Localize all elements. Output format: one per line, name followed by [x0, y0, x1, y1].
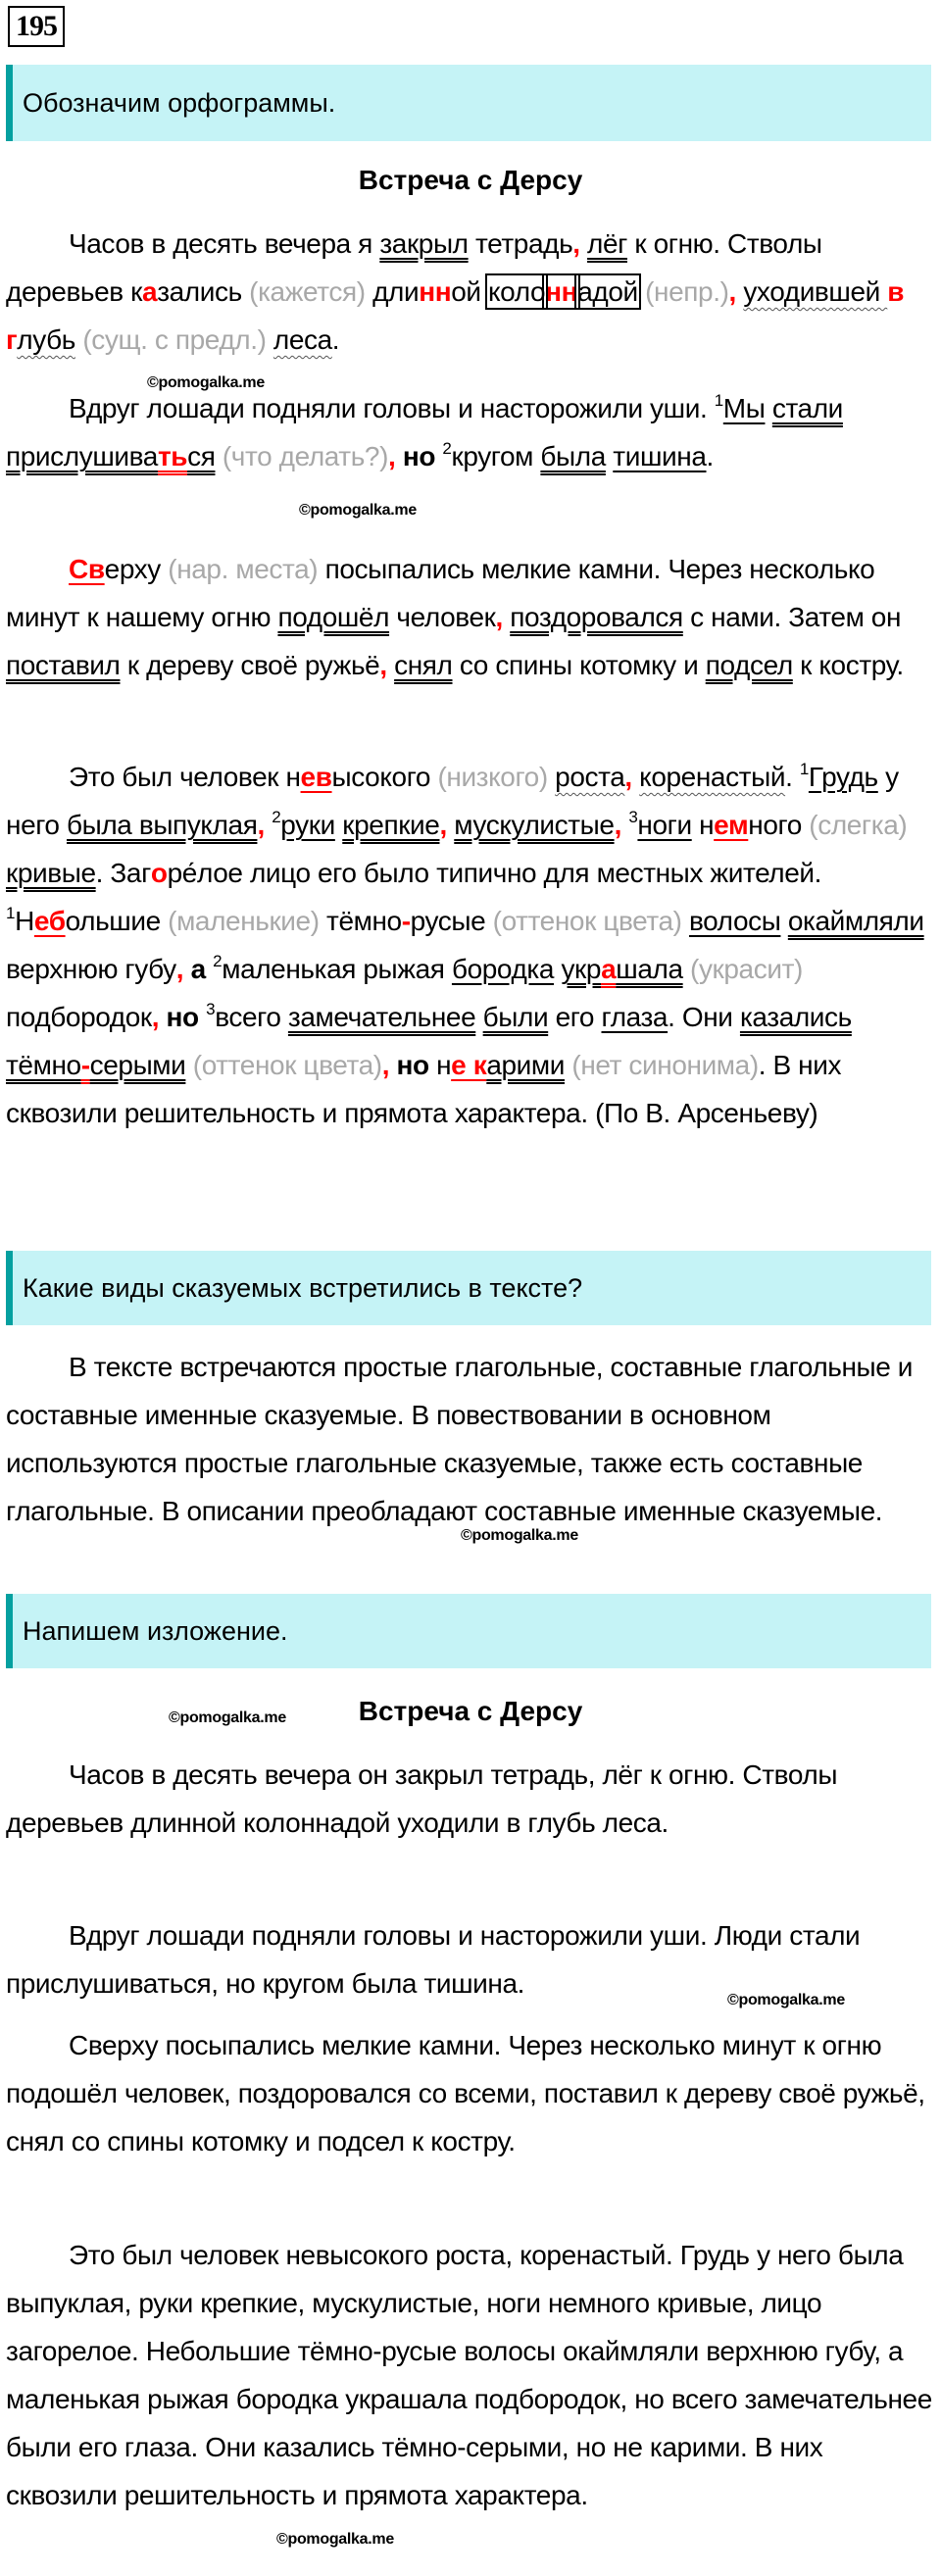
clause-number: 1 [799, 760, 809, 778]
text-run: подошёл [277, 602, 390, 632]
text-run: (маленькие) [168, 906, 320, 936]
text-run: окаймляли [787, 906, 924, 936]
watermark: ©pomogalka.me [276, 2531, 394, 2548]
text-run: (слегка) [809, 810, 908, 840]
text-run: е к [451, 1050, 487, 1080]
clause-number: 1 [714, 391, 723, 410]
text-run [395, 441, 402, 471]
text-run: руки [280, 810, 335, 840]
summary-paragraph-3: Сверху посыпались мелкие камни. Через несколько минут к огню подошёл человек, поздоровался со всеми, поставил к дереву своё ружьё, снял со спины котомку и подсел к костру. [6, 2030, 925, 2156]
text-run: человек [389, 602, 496, 632]
text-run: волосы [688, 906, 781, 936]
text-run [159, 1002, 166, 1032]
text-run: (оттенок цвета) [492, 906, 682, 936]
text-run: ного [748, 810, 810, 840]
text-run: была выпуклая [67, 810, 258, 840]
clause-number: 2 [213, 952, 223, 970]
text-run: , [151, 1002, 160, 1032]
text-run: , [379, 650, 387, 680]
task-header-write-summary [6, 1594, 931, 1668]
text-run: ноги [637, 810, 692, 840]
text-run: . Заг [95, 858, 151, 888]
text-run: , [624, 762, 632, 792]
text-run: (что делать?) [222, 441, 389, 471]
text-run: зались [157, 276, 250, 307]
text-run: тёмно [319, 906, 402, 936]
exercise-number: 195 [8, 6, 65, 47]
text-run: - [401, 906, 411, 936]
clause-number: 3 [628, 808, 638, 826]
text-run: дли [365, 276, 420, 307]
text-run: но [166, 1002, 199, 1032]
text-run: ев [300, 762, 332, 792]
text-run: . Они [668, 1002, 740, 1032]
text-run: глаза [601, 1002, 669, 1032]
clause-number: 2 [442, 439, 452, 458]
text-run: казались тёмно [6, 1002, 852, 1080]
text-run: крепкие [342, 810, 440, 840]
text-run: кривые [6, 858, 96, 888]
text-run: Св [69, 554, 105, 584]
text-run: еб [33, 906, 66, 936]
text-title: Встреча с Дерсу [358, 165, 583, 195]
text-run: русые [410, 906, 493, 936]
text-run [682, 906, 689, 936]
text-run [780, 906, 787, 936]
text-run: Вдруг лошади подняли головы и насторожили уши. [69, 393, 715, 423]
text-run: н [428, 1050, 452, 1080]
text-run: но [396, 1050, 429, 1080]
task-text: Какие виды сказуемых встретились в тексте? [23, 1272, 583, 1303]
text-run: ольшие [65, 906, 169, 936]
text-run: бородка [451, 954, 555, 984]
text-run: подбородок [6, 1002, 152, 1032]
text-run: а [190, 954, 206, 984]
text-run: арими [486, 1050, 565, 1080]
watermark: ©pomogalka.me [299, 502, 417, 519]
text-run: с нами. Затем он [682, 602, 902, 632]
text-run: ысокого [331, 762, 438, 792]
text-run: к дереву своё ружьё [120, 650, 380, 680]
text-run: коло [488, 276, 546, 307]
text-run: всего [215, 1002, 288, 1032]
text-run [185, 1050, 192, 1080]
text-run: были [482, 1002, 549, 1032]
text-run: . [706, 441, 714, 471]
text-run: . [331, 324, 340, 355]
text-run: адой [577, 276, 638, 307]
text-run: верхнюю губу [6, 954, 176, 984]
text-run: . В них сквозили решительность и прямота характера. (По В. Арсеньеву) [6, 1050, 842, 1128]
annotated-paragraph-1 [6, 220, 937, 364]
text-run: , [175, 954, 184, 984]
text-run: а [601, 954, 617, 984]
text-run: , [257, 810, 265, 840]
text-run: закрыл [379, 228, 469, 259]
text-run: но [402, 441, 436, 471]
text-run: стали прислушива [6, 393, 843, 471]
text-run: кругом [451, 441, 541, 471]
text-run: поставил [6, 650, 121, 680]
text-run: у него [6, 762, 899, 840]
text-run: , [388, 441, 396, 471]
text-run: маленькая рыжая [222, 954, 452, 984]
text-run: , [439, 810, 447, 840]
text-run: ой [451, 276, 489, 307]
text-run: , [495, 602, 503, 632]
text-run: , [572, 228, 580, 259]
text-run: (низкого) [437, 762, 548, 792]
text-run: леса [272, 324, 332, 355]
text-run: его [548, 1002, 602, 1032]
text-run [580, 228, 587, 259]
text-run: поздоровался [510, 602, 683, 632]
text-run: Н [15, 906, 34, 936]
text-run: укр [561, 954, 602, 984]
text-run: уходившей [743, 276, 888, 307]
text-run: коренастый [639, 762, 786, 792]
text-run: в г [6, 276, 905, 355]
text-run: (нар. места) [168, 554, 319, 584]
summary-paragraph-2: Вдруг лошади подняли головы и насторожили уши. Люди стали прислушиваться, но кругом была тишина. [6, 1920, 861, 1999]
text-run: о [150, 858, 168, 888]
text-run: ре́лое лицо его было типично для местных жителей. [167, 858, 822, 888]
text-run: тишина [613, 441, 707, 471]
text-run: роста [555, 762, 625, 792]
watermark: ©pomogalka.me [727, 1992, 845, 2008]
text-run: к огню. Стволы деревьев к [6, 228, 822, 307]
text-run: к костру. [792, 650, 904, 680]
text-run: нн [419, 276, 452, 307]
text-run: (нет синонима) [571, 1050, 759, 1080]
text-run: (сущ. с предл.) [82, 324, 267, 355]
text-run: Часов в десять вечера я [69, 228, 380, 259]
text-run: лубь [17, 324, 75, 355]
text-run [475, 1002, 482, 1032]
text-run: Это был человек н [69, 762, 301, 792]
text-run: подсел [705, 650, 793, 680]
text-run: тетрадь [468, 228, 573, 259]
text-run [215, 441, 222, 471]
annotated-paragraph-3 [6, 545, 937, 689]
annotated-paragraph-4 [6, 753, 937, 1137]
text-run: была [540, 441, 606, 471]
text-run [267, 324, 273, 355]
task-header-predicate-types [6, 1251, 931, 1325]
summary-paragraph-1: Часов в десять вечера он закрыл тетрадь, лёг к огню. Стволы деревьев длинной колоннадой уходили в глубь леса. [6, 1759, 838, 1838]
text-run: замечательнее [287, 1002, 476, 1032]
text-run: ерху [104, 554, 169, 584]
text-run [683, 954, 690, 984]
task-text: Напишем изложение. [23, 1615, 288, 1646]
answer-paragraph: В тексте встречаются простые глагольные, составные глагольные и составные именные сказуемые. В повествовании в основном используются простые глагольные сказуемые, также есть составные глагольные. В описании преобладают составные именные сказуемые. [6, 1352, 914, 1526]
text-run: ть [157, 441, 188, 471]
text-run: (кажется) [249, 276, 366, 307]
text-run: (непр.) [645, 276, 729, 307]
task-header-mark-orthograms [6, 65, 931, 141]
text-run: , [381, 1050, 390, 1080]
text-run: , [728, 276, 736, 307]
clause-number: 3 [206, 1000, 216, 1018]
summary-paragraph-4: Это был человек невысокого роста, коренастый. Грудь у него была выпуклая, руки крепкие, мускулистые, ноги немного кривые, лицо загорелое. Небольшие тёмно-русые волосы окаймляли верхнюю губу, а маленькая рыжая бородка украшала подбородок, но всего замечательнее были его глаза. Они казались тёмно-серыми, но не карими. В них сквозили решительность и прямота характера. [6, 2240, 932, 2510]
text-run: ся [187, 441, 216, 471]
text-run: н [691, 810, 715, 840]
watermark: ©pomogalka.me [169, 1709, 286, 1726]
text-run: посыпались мелкие камни. Через несколько минут к нашему огню [6, 554, 875, 632]
text-run: (оттенок цвета) [192, 1050, 382, 1080]
text-run: серыми [89, 1050, 186, 1080]
text-run [765, 393, 771, 423]
task-text: Обозначим орфограммы. [23, 87, 336, 118]
text-run: (украсит) [690, 954, 803, 984]
summary-title: Встреча с Дерсу [358, 1696, 583, 1726]
text-run: а [142, 276, 158, 307]
text-run [183, 954, 190, 984]
clause-number: 2 [272, 808, 281, 826]
text-run: со спины котомку и [452, 650, 706, 680]
text-run: лёг [587, 228, 627, 259]
text-run: Мы [722, 393, 766, 423]
text-run: снял [394, 650, 453, 680]
text-run: ем [714, 810, 749, 840]
watermark: ©pomogalka.me [147, 374, 265, 391]
text-run: , [614, 810, 621, 840]
text-run: . [785, 762, 800, 792]
annotated-paragraph-2 [6, 384, 937, 480]
clause-number: 1 [6, 904, 16, 922]
text-run: шала [616, 954, 683, 984]
text-run: Грудь [808, 762, 878, 792]
text-run: нн [545, 276, 578, 307]
text-run: - [80, 1050, 90, 1080]
text-run: мускулистые [454, 810, 615, 840]
watermark: ©pomogalka.me [461, 1527, 578, 1544]
